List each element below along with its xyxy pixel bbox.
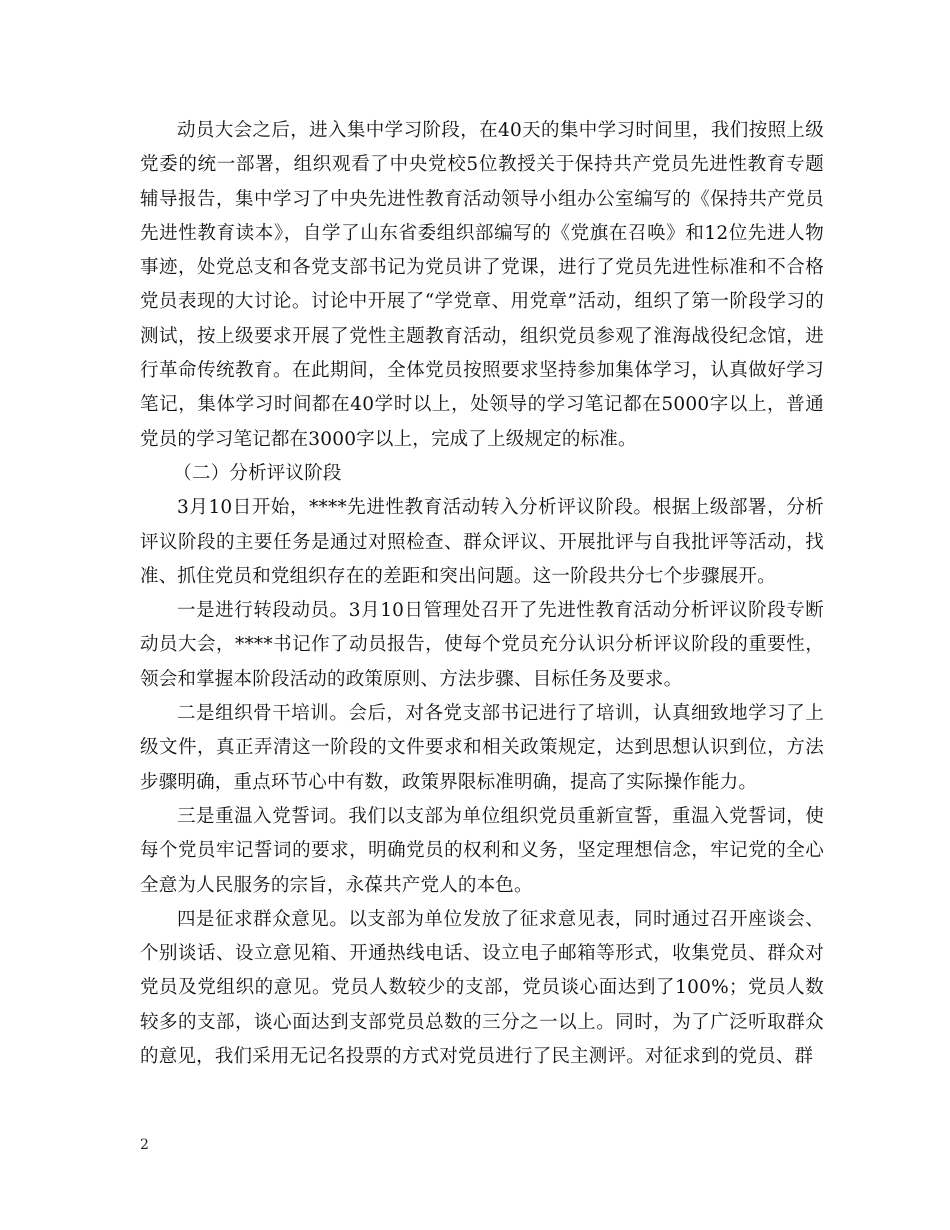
paragraph-step-one: 一是进行转段动员。3月10日管理处召开了先进性教育活动分析评议阶段专断动员大会，****书记作了动员报告，使每个党员充分认识分析评议阶段的重要性，领会和掌握本阶段活动的政策原则、方法步骤、目标任务及要求。 — [140, 600, 824, 690]
paragraph-study-phase: 动员大会之后，进入集中学习阶段，在40天的集中学习时间里，我们按照上级党委的统一部署，组织观看了中央党校5位教授关于保持共产党员先进性教育专题辅导报告，集中学习了中央先进性教育活动领导小组办公室编写的《保持共产党员先进性教育读本》，自学了山东省委组织部编写的《党旗在召唤》和12位先进人物事迹，处党总支和各党支部书记为党员讲了党课，进行了党员先进性标准和不合格党员表现的大讨论。讨论中开展了“学党章、用党章”活动，组织了第一阶段学习的测试，按上级要求开展了党性主题教育活动，组织党员参观了淮海战役纪念馆，进行革命传统教育。在此期间，全体党员按照要求坚持参加集体学习，认真做好学习笔记，集体学习时间都在40学时以上，处领导的学习笔记都在5000字以上，普通党员的学习笔记都在3000字以上，完成了上级规定的标准。 — [140, 120, 824, 450]
section-heading-analysis-phase: （二）分析评议阶段 — [173, 462, 342, 484]
paragraph-step-four: 四是征求群众意见。以支部为单位发放了征求意见表，同时通过召开座谈会、个别谈话、设立意见箱、开通热线电话、设立电子邮箱等形式，收集党员、群众对党员及党组织的意见。党员人数较少的支部，党员谈心面达到了100%；党员人数较多的支部，谈心面达到支部党员总数的三分之一以上。同时，为了广泛听取群众的意见，我们采用无记名投票的方式对党员进行了民主测评。对征求到的党员、群 — [140, 908, 824, 1068]
paragraph-analysis-intro: 3月10日开始，****先进性教育活动转入分析评议阶段。根据上级部署，分析评议阶段的主要任务是通过对照检查、群众评议、开展批评与自我批评等活动，找准、抓住党员和党组织存在的差距和突出问题。这一阶段共分七个步骤展开。 — [140, 497, 824, 587]
paragraph-step-two: 二是组织骨干培训。会后，对各党支部书记进行了培训，认真细致地学习了上级文件，真正弄清这一阶段的文件要求和相关政策规定，达到思想认识到位，方法步骤明确，重点环节心中有数，政策界限标准明确，提高了实际操作能力。 — [140, 703, 824, 793]
document-body — [140, 114, 824, 1074]
page-number: 2 — [140, 1137, 149, 1153]
paragraph-step-three: 三是重温入党誓词。我们以支部为单位组织党员重新宣誓，重温入党誓词，使每个党员牢记誓词的要求，明确党员的权利和义务，坚定理想信念，牢记党的全心全意为人民服务的宗旨，永葆共产党人的本色。 — [140, 805, 824, 896]
